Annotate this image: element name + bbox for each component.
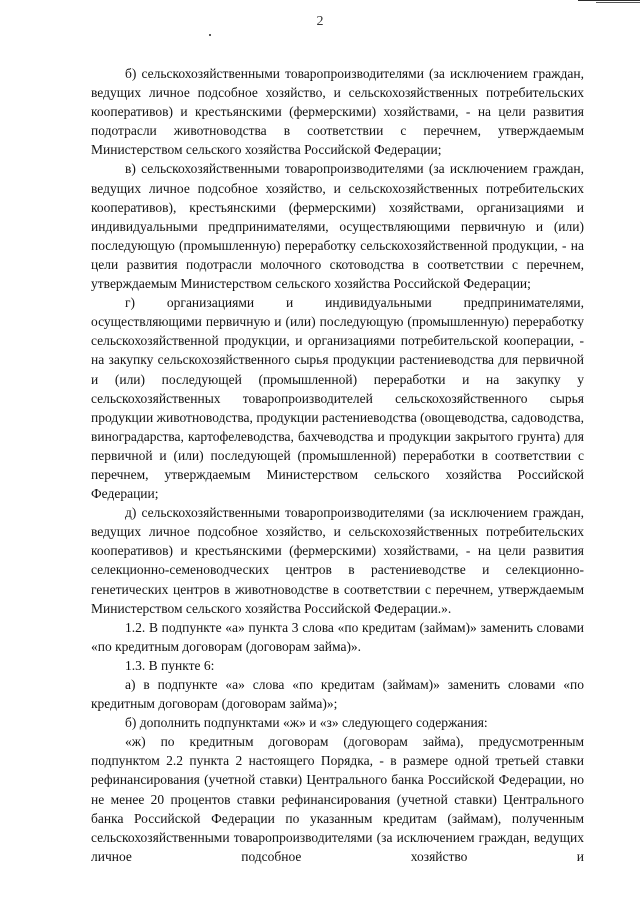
paragraph-b-add: б) дополнить подпунктами «ж» и «з» следующего содержания: (125, 715, 488, 731)
paragraph-1-3: 1.3. В пункте 6: (125, 657, 215, 673)
paragraph-v: в) сельскохозяйственными товаропроизводителями (за исключением граждан, ведущих личное подсобное хозяйство, и сельскохозяйственных потребительских кооперативов), крестьянскими (фермерскими) хозяйствами, организациями и индивидуальными предпринимателями, осуществляющими первичную и (или) последующую (промышленную) переработку сельскохозяйственной продукции, - на цели развития подотрасли молочного скотоводства в соответствии с перечнем, утверждаемым Министерством сельского хозяйства Российской Федерации; (91, 161, 584, 292)
scan-edge-mark (578, 0, 640, 4)
paragraph-d: д) сельскохозяйственными товаропроизводителями (за исключением граждан, ведущих личное подсобное хозяйство, и сельскохозяйственных потребительских кооперативов) и крестьянскими (фермерскими) хозяйствами, - на цели развития селекционно-семеноводческих центров в растениеводстве и селекционно-генетических центров в животноводстве в соответствии с перечнем, утверждаемым Министерством сельского хозяйства Российской Федерации.». (91, 505, 584, 616)
paragraph-zh: «ж) по кредитным договорам (договорам займа), предусмотренным подпунктом 2.2 пункта 2 настоящего Порядка, - в размере одной третьей ставки рефинансирования (учетной ставки) Центрального банка Российской Федерации, но не менее 20 процентов ставки рефинансирования (учетной ставки) Центрального банка Российской Федерации по указанным кредитам (займам), полученным сельскохозяйственными товаропроизводителями (за исключением граждан, ведущих личное подсобное хозяйство и (91, 734, 584, 864)
scan-speck (209, 34, 211, 36)
paragraph-1-2: 1.2. В подпункте «а» пункта 3 слова «по кредитам (займам)» заменить словами «по кредитным договорам (договорам займа)». (91, 619, 584, 654)
paragraph-b: б) сельскохозяйственными товаропроизводителями (за исключением граждан, ведущих личное подсобное хозяйство, и сельскохозяйственных потребительских кооперативов) и крестьянскими (фермерскими) хозяйствами, - на цели развития подотрасли животноводства в соответствии с перечнем, утверждаемым Министерством сельского хозяйства Российской Федерации; (91, 66, 584, 158)
page-number: 2 (316, 14, 324, 29)
scan-mark-line (596, 2, 640, 3)
paragraph-g: г) организациями и индивидуальными предпринимателями, осуществляющими первичную и (или) последующую (промышленную) переработку сельскохозяйственной продукции, и организациями потребительской кооперации, - на закупку сельскохозяйственного сырья продукции растениеводства для первичной и (или) последующей (промышленной) переработки и на закупку у сельскохозяйственных товаропроизводителей сельскохозяйственного сырья продукции животноводства, продукции растениеводства (овощеводства, садоводства, виноградарства, картофелеводства, бахчеводства и продукции закрытого грунта) для первичной и (или) последующей (промышленной) переработки в соответствии с перечнем, утверждаемым Министерством сельского хозяйства Российской Федерации; (91, 295, 584, 502)
scan-mark-line (578, 0, 640, 1)
paragraph-a: а) в подпункте «а» слова «по кредитам (займам)» заменить словами «по кредитным договорам (договорам займа)»; (91, 677, 584, 712)
document-body (91, 64, 584, 866)
